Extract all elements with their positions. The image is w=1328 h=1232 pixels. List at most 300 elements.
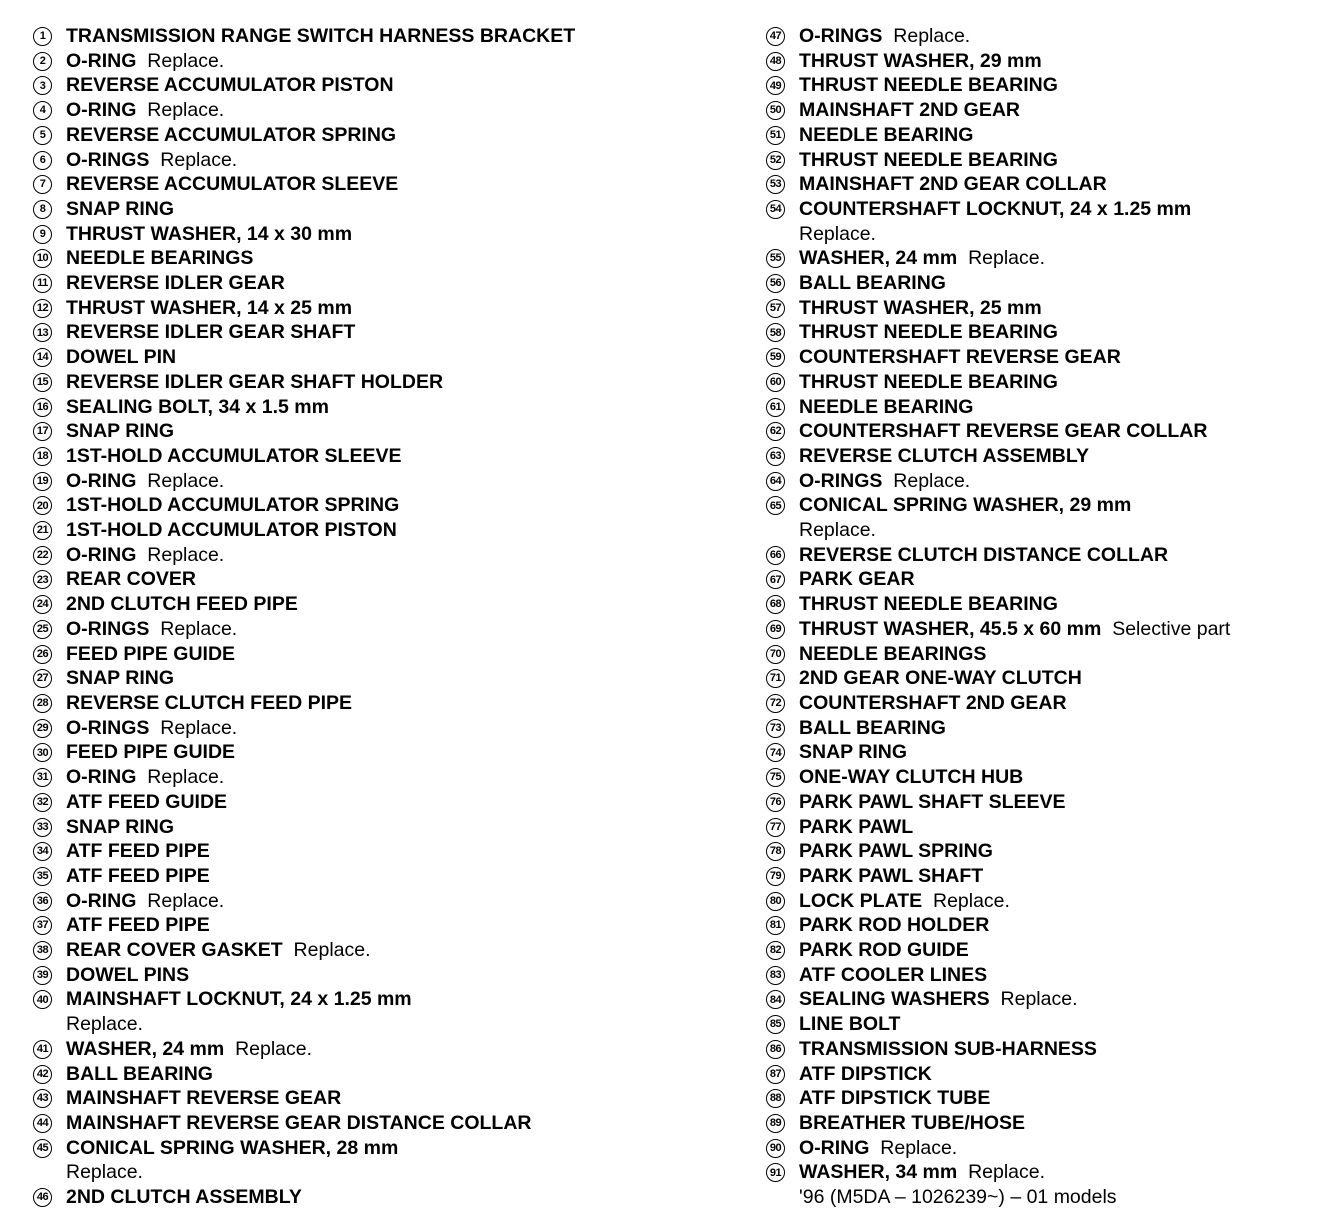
item-text bbox=[799, 889, 1010, 914]
parts-list-item bbox=[33, 691, 575, 716]
item-number-badge: 24 bbox=[33, 595, 52, 614]
part-name: REVERSE IDLER GEAR SHAFT bbox=[66, 321, 356, 344]
part-name: O-RING bbox=[66, 99, 137, 122]
parts-list-item bbox=[33, 815, 575, 840]
parts-list-item bbox=[33, 320, 575, 345]
part-name: O-RINGS bbox=[799, 25, 883, 47]
item-number-badge: 29 bbox=[33, 719, 52, 738]
parts-list-item bbox=[766, 839, 1230, 864]
item-text bbox=[66, 543, 224, 568]
part-note: Replace. bbox=[968, 1161, 1046, 1184]
part-name: SEALING WASHERS bbox=[799, 988, 990, 1011]
part-name: CONICAL SPRING WASHER, 28 mm bbox=[66, 1136, 399, 1159]
parts-list-item bbox=[766, 73, 1230, 98]
item-text bbox=[66, 691, 352, 716]
item-number-badge: 80 bbox=[766, 892, 785, 911]
item-number-badge: 28 bbox=[33, 694, 52, 713]
parts-list-item bbox=[766, 345, 1230, 370]
part-note: Replace. bbox=[1000, 988, 1078, 1011]
part-name: MAINSHAFT LOCKNUT, 24 x 1.25 mm bbox=[66, 988, 412, 1011]
item-text bbox=[66, 296, 352, 321]
item-number-badge: 45 bbox=[33, 1139, 52, 1158]
parts-list-item bbox=[33, 938, 575, 963]
parts-list-item bbox=[33, 469, 575, 494]
part-name: 2ND CLUTCH FEED PIPE bbox=[66, 593, 298, 616]
item-text bbox=[799, 493, 1131, 542]
item-text bbox=[799, 345, 1121, 370]
parts-list-item bbox=[33, 1062, 575, 1087]
parts-list-item bbox=[766, 1012, 1230, 1037]
part-name: O-RING bbox=[66, 766, 137, 789]
part-name: CONICAL SPRING WASHER, 29 mm bbox=[799, 494, 1132, 517]
part-name: O-RING bbox=[66, 469, 137, 492]
part-name: THRUST WASHER, 45.5 x 60 mm bbox=[799, 617, 1102, 640]
item-text bbox=[799, 913, 989, 938]
part-note: Replace. bbox=[147, 469, 225, 492]
part-name: LOCK PLATE bbox=[799, 889, 923, 912]
parts-list-item bbox=[766, 246, 1230, 271]
item-text bbox=[799, 172, 1107, 197]
part-name: NEEDLE BEARING bbox=[799, 123, 974, 146]
item-text bbox=[66, 987, 412, 1036]
parts-list-item bbox=[766, 24, 1230, 49]
part-note: Replace. bbox=[160, 716, 238, 739]
item-text bbox=[66, 913, 210, 938]
item-text bbox=[799, 938, 969, 963]
item-number-badge: 36 bbox=[33, 892, 52, 911]
parts-list-item bbox=[766, 1160, 1230, 1209]
parts-list-item bbox=[33, 271, 575, 296]
parts-list-item bbox=[33, 567, 575, 592]
part-name: NEEDLE BEARINGS bbox=[799, 642, 987, 665]
parts-list-item bbox=[33, 148, 575, 173]
part-name: THRUST WASHER, 29 mm bbox=[799, 49, 1042, 72]
part-note: Replace. bbox=[147, 766, 225, 789]
item-text bbox=[799, 839, 993, 864]
parts-list-item bbox=[766, 320, 1230, 345]
part-name: NEEDLE BEARING bbox=[799, 395, 974, 418]
item-number-badge: 47 bbox=[766, 27, 785, 46]
item-number-badge: 83 bbox=[766, 966, 785, 985]
part-name: PARK PAWL SPRING bbox=[799, 840, 993, 863]
parts-list-item bbox=[33, 419, 575, 444]
item-text bbox=[66, 197, 174, 222]
item-text bbox=[66, 24, 575, 49]
parts-list-item bbox=[33, 839, 575, 864]
item-number-badge: 5 bbox=[33, 126, 52, 145]
item-number-badge: 54 bbox=[766, 200, 785, 219]
item-number-badge: 53 bbox=[766, 175, 785, 194]
parts-list-item bbox=[33, 963, 575, 988]
part-name: THRUST NEEDLE BEARING bbox=[799, 370, 1058, 393]
item-text bbox=[799, 592, 1058, 617]
item-text bbox=[799, 98, 1020, 123]
parts-list-item bbox=[33, 222, 575, 247]
part-note: Replace. bbox=[880, 1136, 958, 1159]
part-name: PARK ROD GUIDE bbox=[799, 939, 969, 962]
part-name: TRANSMISSION RANGE SWITCH HARNESS BRACKET bbox=[66, 25, 576, 47]
item-text bbox=[799, 765, 1023, 790]
parts-list-item bbox=[766, 691, 1230, 716]
item-number-badge: 70 bbox=[766, 645, 785, 664]
parts-list-item bbox=[33, 493, 575, 518]
part-note: Replace. bbox=[932, 889, 1010, 912]
item-number-badge: 2 bbox=[33, 52, 52, 71]
item-number-badge: 30 bbox=[33, 743, 52, 762]
parts-list-item bbox=[766, 1136, 1230, 1161]
item-number-badge: 68 bbox=[766, 595, 785, 614]
item-text bbox=[799, 123, 973, 148]
item-text bbox=[799, 73, 1058, 98]
parts-list-item bbox=[33, 1037, 575, 1062]
parts-list-item bbox=[766, 1062, 1230, 1087]
parts-list-item bbox=[766, 790, 1230, 815]
parts-list-item bbox=[33, 790, 575, 815]
part-name: O-RING bbox=[66, 889, 137, 912]
item-number-badge: 12 bbox=[33, 299, 52, 318]
item-text bbox=[799, 1086, 990, 1111]
item-number-badge: 37 bbox=[33, 916, 52, 935]
parts-list-item bbox=[766, 98, 1230, 123]
parts-list-item bbox=[33, 889, 575, 914]
part-name: BREATHER TUBE/HOSE bbox=[799, 1111, 1026, 1134]
item-number-badge: 60 bbox=[766, 373, 785, 392]
parts-list-item bbox=[33, 1185, 575, 1210]
item-text bbox=[799, 320, 1058, 345]
item-text bbox=[799, 740, 907, 765]
item-number-badge: 87 bbox=[766, 1065, 785, 1084]
item-number-badge: 41 bbox=[33, 1040, 52, 1059]
item-text bbox=[799, 197, 1191, 246]
item-number-badge: 26 bbox=[33, 645, 52, 664]
part-name: DOWEL PINS bbox=[66, 963, 190, 986]
parts-list-item bbox=[766, 469, 1230, 494]
item-number-badge: 21 bbox=[33, 521, 52, 540]
parts-list-item bbox=[766, 123, 1230, 148]
item-number-badge: 15 bbox=[33, 373, 52, 392]
item-text bbox=[66, 1037, 312, 1062]
item-text bbox=[66, 963, 189, 988]
part-name: REVERSE ACCUMULATOR PISTON bbox=[66, 74, 394, 97]
item-text bbox=[66, 716, 237, 741]
part-name: ATF DIPSTICK bbox=[799, 1062, 932, 1085]
item-text bbox=[66, 790, 227, 815]
parts-list-item bbox=[33, 740, 575, 765]
part-name: COUNTERSHAFT LOCKNUT, 24 x 1.25 mm bbox=[799, 197, 1192, 220]
part-name: SEALING BOLT, 34 x 1.5 mm bbox=[66, 395, 329, 418]
part-name: REVERSE ACCUMULATOR SPRING bbox=[66, 123, 397, 146]
part-note: Replace. bbox=[147, 49, 225, 72]
item-text bbox=[66, 469, 224, 494]
parts-list-item bbox=[33, 518, 575, 543]
part-name: FEED PIPE GUIDE bbox=[66, 741, 236, 764]
item-text bbox=[799, 370, 1058, 395]
item-text bbox=[66, 49, 224, 74]
item-text bbox=[66, 395, 329, 420]
item-number-badge: 69 bbox=[766, 620, 785, 639]
item-text bbox=[799, 469, 970, 494]
item-number-badge: 27 bbox=[33, 669, 52, 688]
parts-list-item bbox=[766, 913, 1230, 938]
part-note: Replace. bbox=[160, 617, 238, 640]
item-text bbox=[799, 642, 986, 667]
parts-list-item bbox=[766, 197, 1230, 246]
part-name: O-RING bbox=[66, 543, 137, 566]
part-name: REVERSE IDLER GEAR bbox=[66, 272, 285, 295]
part-name: PARK PAWL SHAFT bbox=[799, 864, 984, 887]
part-name: 2ND CLUTCH ASSEMBLY bbox=[66, 1186, 302, 1209]
parts-list-item bbox=[766, 172, 1230, 197]
part-note-line: Replace. bbox=[66, 1013, 143, 1036]
item-number-badge: 74 bbox=[766, 743, 785, 762]
part-name: WASHER, 34 mm bbox=[799, 1161, 958, 1184]
parts-list-item bbox=[33, 345, 575, 370]
parts-list-item bbox=[33, 123, 575, 148]
parts-list-item bbox=[766, 543, 1230, 568]
item-number-badge: 8 bbox=[33, 200, 52, 219]
part-note: Replace. bbox=[893, 469, 971, 492]
item-text bbox=[799, 666, 1082, 691]
item-number-badge: 91 bbox=[766, 1163, 785, 1182]
item-number-badge: 90 bbox=[766, 1139, 785, 1158]
item-number-badge: 6 bbox=[33, 151, 52, 170]
part-name: ATF FEED GUIDE bbox=[66, 790, 228, 813]
parts-list-item bbox=[33, 1111, 575, 1136]
item-number-badge: 31 bbox=[33, 768, 52, 787]
item-number-badge: 23 bbox=[33, 570, 52, 589]
item-number-badge: 86 bbox=[766, 1040, 785, 1059]
part-name: PARK PAWL bbox=[799, 815, 914, 838]
parts-list-left-column bbox=[33, 24, 575, 1210]
item-text bbox=[799, 1136, 957, 1161]
item-text bbox=[66, 889, 224, 914]
part-name: COUNTERSHAFT REVERSE GEAR bbox=[799, 346, 1121, 369]
part-name: REVERSE CLUTCH DISTANCE COLLAR bbox=[799, 543, 1169, 566]
item-number-badge: 10 bbox=[33, 249, 52, 268]
part-name: BALL BEARING bbox=[799, 716, 946, 739]
part-name: SNAP RING bbox=[66, 815, 174, 838]
item-text bbox=[799, 148, 1058, 173]
item-number-badge: 88 bbox=[766, 1089, 785, 1108]
parts-list-item bbox=[33, 642, 575, 667]
parts-list-item bbox=[766, 963, 1230, 988]
parts-list-item bbox=[766, 49, 1230, 74]
part-name: LINE BOLT bbox=[799, 1013, 901, 1036]
item-text bbox=[66, 642, 235, 667]
parts-list-item bbox=[766, 642, 1230, 667]
part-name: SNAP RING bbox=[66, 420, 174, 443]
item-number-badge: 35 bbox=[33, 867, 52, 886]
item-text bbox=[66, 246, 253, 271]
item-text bbox=[66, 123, 396, 148]
item-number-badge: 38 bbox=[33, 941, 52, 960]
part-name: O-RING bbox=[799, 1136, 870, 1159]
parts-list-item bbox=[33, 716, 575, 741]
parts-list-item bbox=[766, 1086, 1230, 1111]
part-name: REVERSE CLUTCH FEED PIPE bbox=[66, 691, 353, 714]
parts-list-item bbox=[766, 567, 1230, 592]
parts-list-item bbox=[766, 765, 1230, 790]
part-name: TRANSMISSION SUB-HARNESS bbox=[799, 1037, 1097, 1060]
parts-list-item bbox=[33, 172, 575, 197]
item-number-badge: 58 bbox=[766, 323, 785, 342]
parts-list-right-column bbox=[766, 24, 1230, 1210]
part-name: O-RING bbox=[66, 49, 137, 72]
parts-list-item bbox=[33, 1086, 575, 1111]
item-number-badge: 65 bbox=[766, 496, 785, 515]
parts-list-item bbox=[33, 592, 575, 617]
parts-list-item bbox=[766, 666, 1230, 691]
item-text bbox=[66, 73, 394, 98]
item-number-badge: 73 bbox=[766, 719, 785, 738]
item-text bbox=[799, 987, 1078, 1012]
part-name: REAR COVER GASKET bbox=[66, 939, 283, 962]
parts-list-item bbox=[33, 395, 575, 420]
part-name: PARK GEAR bbox=[799, 568, 915, 591]
part-name: THRUST WASHER, 14 x 30 mm bbox=[66, 222, 353, 245]
item-number-badge: 84 bbox=[766, 990, 785, 1009]
parts-list-item bbox=[766, 864, 1230, 889]
parts-list-item bbox=[33, 617, 575, 642]
item-text bbox=[66, 938, 371, 963]
part-name: THRUST WASHER, 14 x 25 mm bbox=[66, 296, 353, 319]
parts-list-item bbox=[766, 148, 1230, 173]
part-name: COUNTERSHAFT REVERSE GEAR COLLAR bbox=[799, 420, 1208, 443]
item-number-badge: 48 bbox=[766, 52, 785, 71]
parts-list-item bbox=[33, 197, 575, 222]
item-text bbox=[799, 1111, 1025, 1136]
part-name: 2ND GEAR ONE-WAY CLUTCH bbox=[799, 667, 1082, 690]
part-name: COUNTERSHAFT 2ND GEAR bbox=[799, 691, 1067, 714]
item-number-badge: 17 bbox=[33, 422, 52, 441]
item-number-badge: 40 bbox=[33, 990, 52, 1009]
item-text bbox=[66, 493, 399, 518]
part-name: MAINSHAFT REVERSE GEAR bbox=[66, 1087, 342, 1110]
part-name: O-RINGS bbox=[66, 617, 150, 640]
item-text bbox=[66, 1136, 398, 1185]
item-number-badge: 14 bbox=[33, 348, 52, 367]
parts-list-item bbox=[766, 740, 1230, 765]
item-number-badge: 63 bbox=[766, 447, 785, 466]
part-name: O-RINGS bbox=[66, 716, 150, 739]
item-text bbox=[799, 296, 1042, 321]
part-note: Replace. bbox=[147, 889, 225, 912]
item-number-badge: 85 bbox=[766, 1015, 785, 1034]
item-text bbox=[799, 691, 1067, 716]
item-text bbox=[66, 271, 285, 296]
item-text bbox=[799, 815, 913, 840]
part-name: 1ST-HOLD ACCUMULATOR SLEEVE bbox=[66, 444, 402, 467]
parts-list-item bbox=[766, 617, 1230, 642]
part-name: BALL BEARING bbox=[66, 1062, 213, 1085]
item-text bbox=[66, 320, 355, 345]
part-note: Replace. bbox=[147, 99, 225, 122]
part-name: ATF DIPSTICK TUBE bbox=[799, 1087, 991, 1110]
part-name: THRUST NEEDLE BEARING bbox=[799, 148, 1058, 171]
part-name: ATF COOLER LINES bbox=[799, 963, 988, 986]
item-text bbox=[799, 1062, 932, 1087]
parts-list-item bbox=[766, 271, 1230, 296]
item-number-badge: 66 bbox=[766, 546, 785, 565]
item-text bbox=[66, 1062, 213, 1087]
item-text bbox=[799, 444, 1089, 469]
item-text bbox=[799, 24, 970, 49]
item-text bbox=[66, 1086, 341, 1111]
parts-list-item bbox=[766, 419, 1230, 444]
item-text bbox=[799, 1037, 1097, 1062]
item-number-badge: 16 bbox=[33, 398, 52, 417]
item-number-badge: 20 bbox=[33, 496, 52, 515]
part-note: Replace. bbox=[968, 247, 1046, 270]
parts-list-item bbox=[33, 296, 575, 321]
item-number-badge: 56 bbox=[766, 274, 785, 293]
part-name: SNAP RING bbox=[799, 741, 907, 764]
item-number-badge: 55 bbox=[766, 249, 785, 268]
item-text bbox=[66, 740, 235, 765]
parts-list-item bbox=[33, 913, 575, 938]
part-name: REVERSE ACCUMULATOR SLEEVE bbox=[66, 173, 399, 196]
item-text bbox=[799, 543, 1168, 568]
item-text bbox=[66, 172, 398, 197]
item-number-badge: 4 bbox=[33, 101, 52, 120]
item-number-badge: 64 bbox=[766, 472, 785, 491]
item-number-badge: 46 bbox=[33, 1188, 52, 1207]
item-text bbox=[799, 49, 1042, 74]
item-number-badge: 49 bbox=[766, 76, 785, 95]
part-name: SNAP RING bbox=[66, 197, 174, 220]
item-text bbox=[799, 617, 1230, 642]
part-note: Selective part bbox=[1112, 617, 1231, 640]
parts-list-item bbox=[766, 815, 1230, 840]
item-number-badge: 59 bbox=[766, 348, 785, 367]
item-number-badge: 79 bbox=[766, 867, 785, 886]
parts-list-item bbox=[766, 1037, 1230, 1062]
part-note-line: Replace. bbox=[799, 519, 876, 542]
item-number-badge: 82 bbox=[766, 941, 785, 960]
part-name: THRUST NEEDLE BEARING bbox=[799, 321, 1058, 344]
parts-list-item bbox=[766, 370, 1230, 395]
item-number-badge: 62 bbox=[766, 422, 785, 441]
part-name: 1ST-HOLD ACCUMULATOR SPRING bbox=[66, 494, 400, 517]
item-number-badge: 25 bbox=[33, 620, 52, 639]
parts-list-item bbox=[766, 493, 1230, 542]
parts-list-item bbox=[33, 987, 575, 1036]
parts-list-item bbox=[33, 444, 575, 469]
part-note: Replace. bbox=[160, 148, 238, 171]
item-number-badge: 22 bbox=[33, 546, 52, 565]
part-note-line: Replace. bbox=[799, 222, 876, 245]
item-number-badge: 33 bbox=[33, 818, 52, 837]
item-text bbox=[799, 271, 946, 296]
part-name: PARK PAWL SHAFT SLEEVE bbox=[799, 790, 1066, 813]
item-text bbox=[66, 815, 174, 840]
item-text bbox=[66, 222, 352, 247]
part-name: O-RINGS bbox=[66, 148, 150, 171]
item-text bbox=[66, 864, 210, 889]
item-text bbox=[799, 716, 946, 741]
item-text bbox=[66, 1185, 302, 1210]
parts-list-item bbox=[33, 49, 575, 74]
item-number-badge: 13 bbox=[33, 323, 52, 342]
part-note: Replace. bbox=[293, 939, 371, 962]
part-name: WASHER, 24 mm bbox=[66, 1037, 225, 1060]
item-number-badge: 34 bbox=[33, 842, 52, 861]
item-number-badge: 42 bbox=[33, 1065, 52, 1084]
item-text bbox=[799, 419, 1207, 444]
item-text bbox=[66, 98, 224, 123]
part-name: MAINSHAFT REVERSE GEAR DISTANCE COLLAR bbox=[66, 1111, 532, 1134]
item-number-badge: 57 bbox=[766, 299, 785, 318]
